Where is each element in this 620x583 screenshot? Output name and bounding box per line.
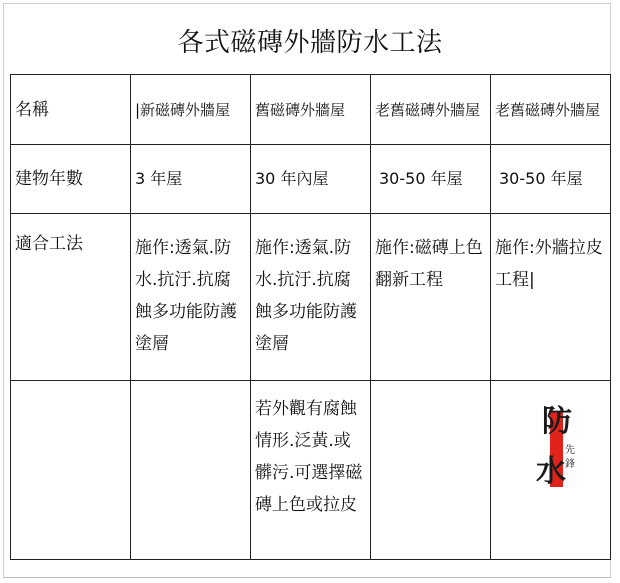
table-cell: 施作:透氣.防水.抗汙.抗腐蝕多功能防護塗層 — [131, 214, 251, 381]
logo-main-char-2: 水 — [536, 454, 566, 489]
row-label-note — [11, 381, 131, 560]
table-cell: 30-50 年屋 — [491, 145, 611, 214]
brand-logo-graphic — [528, 397, 588, 497]
table-cell: 3 年屋 — [131, 145, 251, 214]
comparison-table — [10, 74, 611, 560]
row-label-method: 適合工法 — [11, 214, 131, 381]
header-cell: 老舊磁磚外牆屋 — [491, 75, 611, 145]
table-cell — [371, 381, 491, 560]
row-label-building-age: 建物年數 — [11, 145, 131, 214]
logo-sub-char-2: 鋒 — [565, 459, 575, 470]
table-cell: 30 年內屋 — [251, 145, 371, 214]
table-cell: 30-50 年屋 — [371, 145, 491, 214]
logo-sub-char-1: 先 — [565, 445, 575, 456]
table-cell: 施作:磁磚上色翻新工程 — [371, 214, 491, 381]
table-row-header — [11, 75, 611, 145]
logo-main-char-1: 防 — [542, 404, 572, 439]
row-label-name: 名稱 — [11, 75, 131, 145]
page-title: 各式磁磚外牆防水工法 — [177, 28, 443, 58]
table-cell — [131, 381, 251, 560]
table-row-method — [11, 214, 611, 381]
header-cell: 老舊磁磚外牆屋 — [371, 75, 491, 145]
table-row-note — [11, 381, 611, 560]
header-cell: |新磁磚外牆屋 — [131, 75, 251, 145]
brand-logo — [528, 397, 588, 497]
table-cell: 若外觀有腐蝕情形.泛黃.或髒污.可選擇磁磚上色或拉皮 — [251, 381, 371, 560]
table-cell: 施作:外牆拉皮工程| — [491, 214, 611, 381]
header-cell: 舊磁磚外牆屋 — [251, 75, 371, 145]
table-cell: 施作:透氣.防水.抗汙.抗腐蝕多功能防護塗層 — [251, 214, 371, 381]
table-row-building-age — [11, 145, 611, 214]
